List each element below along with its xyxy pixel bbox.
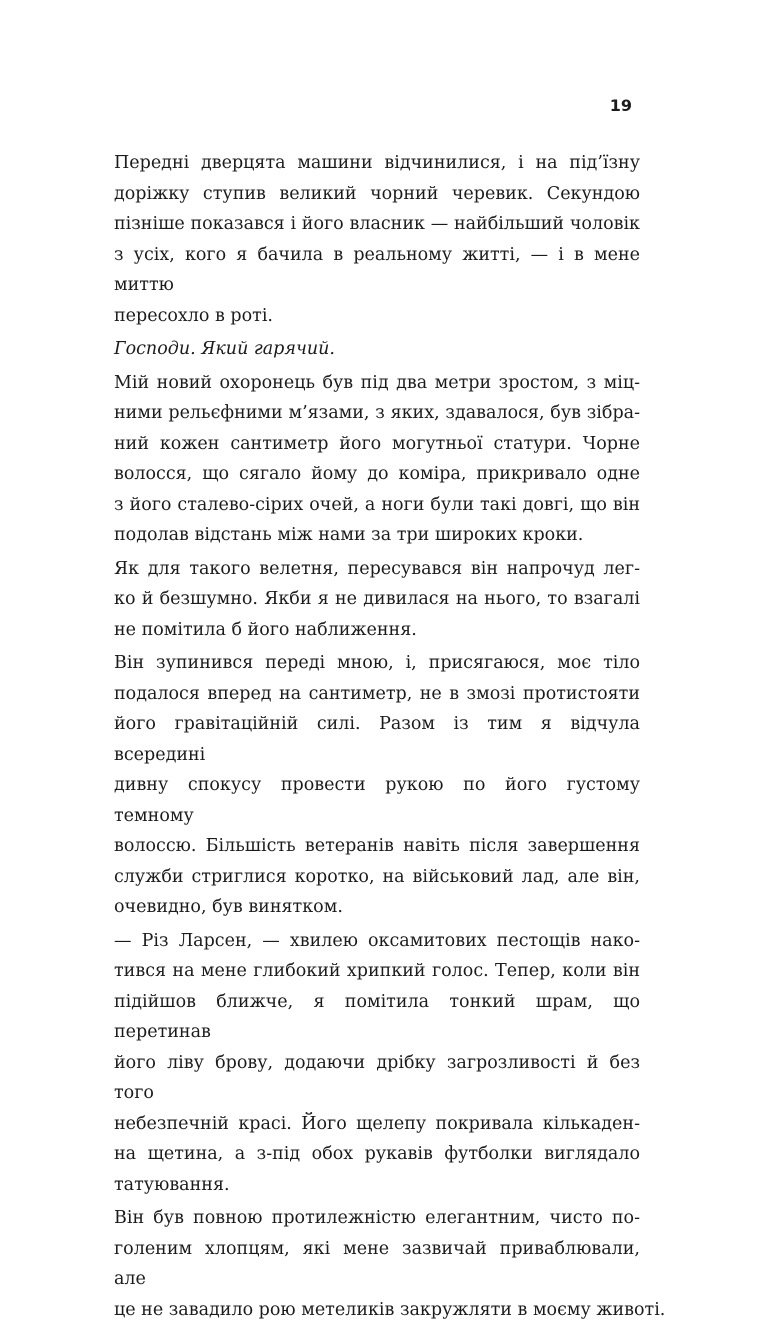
page-number: 19 (609, 96, 632, 115)
text-line: його гравітаційній силі. Разом із тим я відчула всередині (114, 714, 640, 765)
text-line: волосся, що сягало йому до коміра, прикривало одне (114, 464, 640, 484)
text-line: небезпечній красі. Його щелепу покривала кількаден- (114, 1113, 640, 1134)
text-line: пересохло в роті. (114, 305, 273, 326)
text-line: голеним хлопцям, які мене зазвичай приваблювали, але (114, 1238, 640, 1289)
text-line: Мій новий охоронець був під два метри зростом, з міц- (114, 372, 640, 393)
paragraph (114, 368, 640, 551)
text-line: татуювання. (114, 1174, 230, 1195)
text-line: доріжку ступив великий чорний черевик. Секундою (114, 183, 640, 204)
text-line: служби стриглися коротко, на військовий лад, але він, (114, 866, 640, 887)
body-text (114, 148, 666, 1328)
text-line: пізніше показався і його власник — найбільший чоловік (114, 214, 640, 234)
text-line: підійшов ближче, я помітила тонкий шрам, що перетинав (114, 991, 640, 1042)
text-line: волоссю. Більшість ветеранів навіть після завершення (114, 836, 640, 856)
text-line: з усіх, кого я бачила в реальному житті, — і в мене миттю (114, 244, 640, 295)
text-line: його ліву брову, додаючи дрібку загрозливості й без того (114, 1052, 640, 1103)
paragraph (114, 648, 640, 923)
paragraph (114, 334, 640, 365)
text-line: дивну спокусу провести рукою по його густому темному (114, 775, 640, 826)
text-line: з його сталево-сірих очей, а ноги були такі довгі, що він (114, 494, 640, 515)
text-line: очевидно, був винятком. (114, 897, 343, 917)
text-line: — Різ Ларсен, — хвилею оксамитових пестощів нако- (114, 930, 640, 951)
text-line: тився на мене глибокий хрипкий голос. Тепер, коли він (114, 961, 640, 981)
paragraph (114, 926, 640, 1201)
paragraph (114, 1203, 666, 1325)
paragraph (114, 148, 640, 331)
text-line: не помітила б його наближення. (114, 619, 417, 640)
paragraph (114, 554, 640, 646)
text-line: ко й безшумно. Якби я не дивилася на нього, то взагалі (114, 589, 640, 609)
text-line: Господи. Який гарячий. (114, 339, 335, 359)
text-line: ними рельєфними м’язами, з яких, здавалося, був зібра- (114, 403, 640, 423)
text-line: Він був повною протилежністю елегантним, чисто по- (114, 1208, 640, 1228)
text-line: Передні дверцята машини відчинилися, і на під’їзну (114, 153, 640, 173)
text-line: Він зупинився переді мною, і, присягаюся, моє тіло (114, 653, 640, 673)
text-line: на щетина, а з-під обох рукавів футболки виглядало (114, 1144, 640, 1164)
text-line: подолав відстань між нами за три широких кроки. (114, 525, 584, 545)
text-line: це не завадило рою метеликів закружляти в моєму животі. (114, 1299, 666, 1320)
text-line: Як для такого велетня, пересувався він напрочуд лег- (114, 558, 640, 579)
text-line: ний кожен сантиметр його могутньої статури. Чорне (114, 433, 640, 454)
text-line: подалося вперед на сантиметр, не в змозі протистояти (114, 683, 640, 704)
